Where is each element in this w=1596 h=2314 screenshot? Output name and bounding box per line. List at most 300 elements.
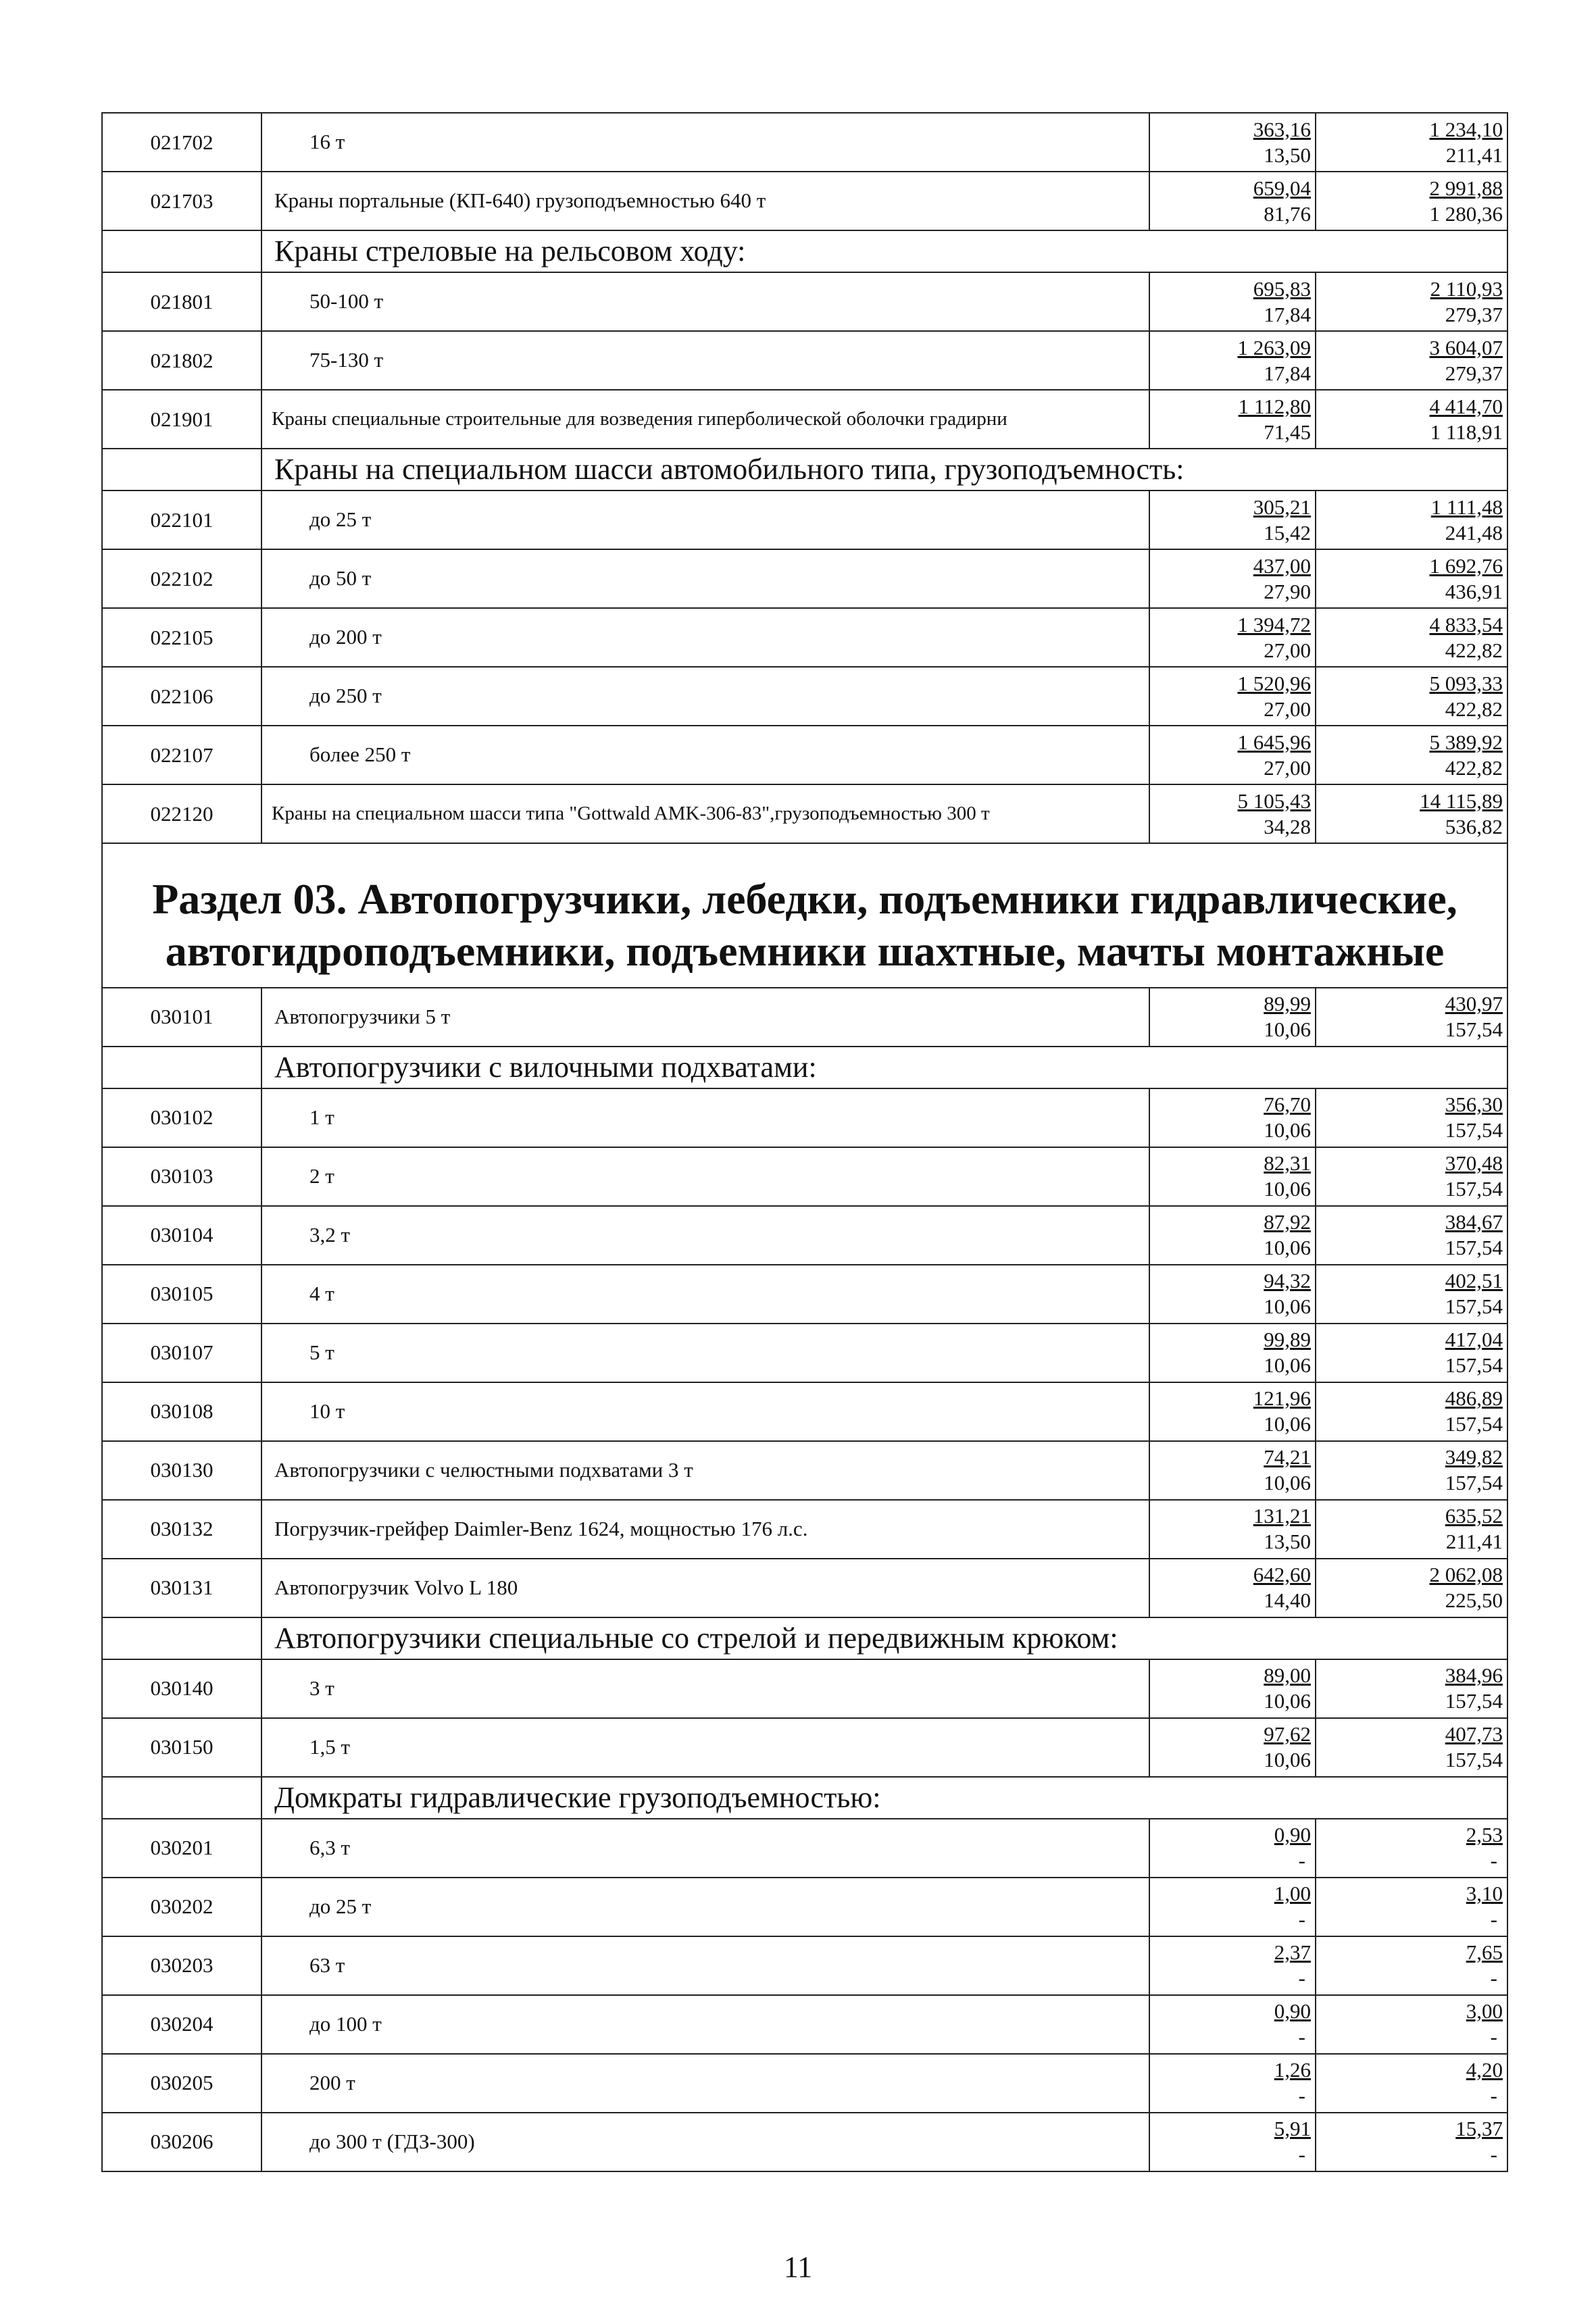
- rate-value: 94,32: [1264, 1269, 1311, 1293]
- item-code: 030206: [102, 2113, 261, 2171]
- cost-value: 2 991,88: [1429, 176, 1503, 200]
- value-pair: [1150, 176, 1315, 227]
- value-pair: [1316, 1721, 1507, 1773]
- rate-value: 363,16: [1253, 117, 1311, 141]
- item-name: 1,5 т: [261, 1718, 1149, 1777]
- rate-cell: [1149, 1819, 1316, 1878]
- value-pair: [1316, 495, 1507, 546]
- cost-cell: [1316, 726, 1507, 784]
- item-code: 030102: [102, 1088, 261, 1147]
- rate-value: 131,21: [1253, 1504, 1311, 1528]
- table-row: [102, 1441, 1507, 1500]
- cost-cell: [1316, 1718, 1507, 1777]
- cost-wage-value: -: [1490, 1848, 1497, 1873]
- cost-cell: [1316, 1995, 1507, 2054]
- group-title: Автопогрузчики с вилочными подхватами:: [261, 1047, 1507, 1088]
- item-code: 030103: [102, 1147, 261, 1206]
- cost-wage-value: 279,37: [1445, 361, 1503, 385]
- rate-cell: [1149, 1324, 1316, 1382]
- rate-wage-value: 13,50: [1264, 1530, 1311, 1554]
- value-pair: [1316, 1268, 1507, 1319]
- cost-wage-value: -: [1490, 1907, 1497, 1932]
- table-row: [102, 1500, 1507, 1559]
- value-pair: [1150, 1663, 1315, 1714]
- value-pair: [1150, 1940, 1315, 1991]
- value-pair: [1316, 2116, 1507, 2167]
- item-code: 030204: [102, 1995, 261, 2054]
- cost-value: 1 692,76: [1429, 553, 1503, 578]
- value-pair: [1316, 1881, 1507, 1932]
- cost-value: 2,53: [1466, 1823, 1503, 1847]
- group-row: [102, 1617, 1507, 1659]
- cost-wage-value: 1 280,36: [1429, 201, 1503, 226]
- rate-value: 76,70: [1264, 1092, 1311, 1117]
- value-pair: [1150, 991, 1315, 1042]
- table-row: [102, 1819, 1507, 1878]
- rate-value: 1,26: [1274, 2058, 1311, 2082]
- rate-value: 1 394,72: [1237, 612, 1311, 636]
- item-name: 50-100 т: [261, 272, 1149, 331]
- cost-wage-value: 422,82: [1445, 638, 1503, 662]
- rate-cell: [1149, 113, 1316, 172]
- cost-value: 635,52: [1445, 1504, 1503, 1528]
- rate-cell: [1149, 1441, 1316, 1500]
- rate-value: 305,21: [1253, 495, 1311, 519]
- rate-cell: [1149, 2113, 1316, 2171]
- cost-wage-value: 211,41: [1445, 143, 1503, 167]
- item-name: 1 т: [261, 1088, 1149, 1147]
- price-table: [101, 112, 1508, 2172]
- cost-value: 5 093,33: [1429, 671, 1503, 695]
- item-code: 022102: [102, 549, 261, 608]
- item-name: 6,3 т: [261, 1819, 1149, 1878]
- rate-wage-value: 27,00: [1264, 697, 1311, 721]
- value-pair: [1316, 1663, 1507, 1714]
- rate-wage-value: -: [1298, 1966, 1305, 1990]
- value-pair: [1150, 276, 1315, 328]
- cost-cell: [1316, 172, 1507, 230]
- value-pair: [1316, 671, 1507, 722]
- rate-wage-value: 10,06: [1264, 1689, 1311, 1713]
- rate-cell: [1149, 1088, 1316, 1147]
- value-pair: [1316, 117, 1507, 168]
- item-code: 030130: [102, 1441, 261, 1500]
- cost-wage-value: 157,54: [1445, 1748, 1503, 1772]
- item-code: 021702: [102, 113, 261, 172]
- rate-wage-value: 15,42: [1264, 520, 1311, 545]
- group-title: Краны стреловые на рельсовом ходу:: [261, 230, 1507, 272]
- cost-wage-value: 157,54: [1445, 1294, 1503, 1319]
- table-row: [102, 549, 1507, 608]
- table-row: [102, 2054, 1507, 2113]
- item-name: до 250 т: [261, 667, 1149, 726]
- page-number: 11: [783, 2250, 813, 2284]
- table-row: [102, 608, 1507, 667]
- value-pair: [1150, 2116, 1315, 2167]
- cost-cell: [1316, 1441, 1507, 1500]
- cost-wage-value: 157,54: [1445, 1236, 1503, 1260]
- table-row: [102, 2113, 1507, 2171]
- table-row: [102, 1878, 1507, 1936]
- section-title: Раздел 03. Автопогрузчики, лебедки, подъемники гидравлические, автогидроподъемники, подъемники шахтные, мачты монтажные: [102, 843, 1507, 988]
- rate-cell: [1149, 491, 1316, 549]
- rate-value: 0,90: [1274, 1823, 1311, 1847]
- item-code: 021802: [102, 331, 261, 390]
- item-code: 030205: [102, 2054, 261, 2113]
- cost-wage-value: 211,41: [1445, 1530, 1503, 1554]
- cost-cell: [1316, 1559, 1507, 1617]
- group-title: Краны на специальном шасси автомобильного типа, грузоподъемность:: [261, 449, 1507, 491]
- value-pair: [1150, 671, 1315, 722]
- table-row: [102, 1324, 1507, 1382]
- table-row: [102, 1206, 1507, 1265]
- value-pair: [1150, 553, 1315, 605]
- item-name: до 25 т: [261, 1878, 1149, 1936]
- rate-wage-value: -: [1298, 1848, 1305, 1873]
- cost-wage-value: 157,54: [1445, 1118, 1503, 1142]
- value-pair: [1316, 553, 1507, 605]
- item-name: Погрузчик-грейфер Daimler-Benz 1624, мощностью 176 л.с.: [261, 1500, 1149, 1559]
- rate-cell: [1149, 667, 1316, 726]
- cost-cell: [1316, 988, 1507, 1047]
- table-row: [102, 726, 1507, 784]
- rate-value: 5,91: [1274, 2117, 1311, 2141]
- cost-cell: [1316, 113, 1507, 172]
- cost-value: 417,04: [1445, 1328, 1503, 1352]
- cost-wage-value: 279,37: [1445, 302, 1503, 326]
- code-cell-empty: [102, 449, 261, 491]
- value-pair: [1316, 1940, 1507, 1991]
- cost-cell: [1316, 1088, 1507, 1147]
- cost-cell: [1316, 549, 1507, 608]
- rate-value: 89,00: [1264, 1663, 1311, 1688]
- value-pair: [1150, 1562, 1315, 1613]
- rate-wage-value: 27,90: [1264, 579, 1311, 603]
- rate-value: 87,92: [1264, 1210, 1311, 1234]
- code-cell-empty: [102, 1617, 261, 1659]
- value-pair: [1316, 991, 1507, 1042]
- value-pair: [1150, 1092, 1315, 1143]
- value-pair: [1150, 335, 1315, 386]
- rate-cell: [1149, 1265, 1316, 1324]
- rate-wage-value: 27,00: [1264, 638, 1311, 662]
- item-name: 3 т: [261, 1659, 1149, 1718]
- item-name: Автопогрузчики с челюстными подхватами 3 т: [261, 1441, 1149, 1500]
- rate-wage-value: 34,28: [1264, 814, 1311, 838]
- table-row: [102, 172, 1507, 230]
- item-code: 030108: [102, 1382, 261, 1441]
- rate-value: 437,00: [1253, 553, 1311, 578]
- rate-value: 0,90: [1274, 1999, 1311, 2023]
- item-name: до 300 т (ГДЗ-300): [261, 2113, 1149, 2171]
- cost-cell: [1316, 1265, 1507, 1324]
- cost-wage-value: -: [1490, 1966, 1497, 1990]
- value-pair: [1150, 1881, 1315, 1932]
- value-pair: [1150, 1822, 1315, 1873]
- value-pair: [1150, 1327, 1315, 1378]
- cost-value: 2 062,08: [1429, 1563, 1503, 1587]
- value-pair: [1316, 335, 1507, 386]
- rate-cell: [1149, 2054, 1316, 2113]
- value-pair: [1316, 1209, 1507, 1261]
- cost-value: 4,20: [1466, 2058, 1503, 2082]
- value-pair: [1150, 1151, 1315, 1202]
- table-row: [102, 1265, 1507, 1324]
- rate-value: 1 263,09: [1237, 335, 1311, 359]
- group-row: [102, 230, 1507, 272]
- cost-wage-value: 422,82: [1445, 697, 1503, 721]
- item-code: 030132: [102, 1500, 261, 1559]
- rate-value: 5 105,43: [1237, 788, 1311, 813]
- rate-wage-value: 81,76: [1264, 201, 1311, 226]
- table-row: [102, 1147, 1507, 1206]
- rate-wage-value: 10,06: [1264, 1017, 1311, 1042]
- rate-wage-value: 17,84: [1264, 302, 1311, 326]
- table-row: [102, 491, 1507, 549]
- rate-wage-value: 10,06: [1264, 1294, 1311, 1319]
- cost-value: 486,89: [1445, 1386, 1503, 1411]
- item-code: 022107: [102, 726, 261, 784]
- cost-value: 14 115,89: [1420, 788, 1503, 813]
- cost-value: 4 833,54: [1429, 612, 1503, 636]
- item-name: 16 т: [261, 113, 1149, 172]
- item-code: 030105: [102, 1265, 261, 1324]
- item-code: 030104: [102, 1206, 261, 1265]
- cost-cell: [1316, 1382, 1507, 1441]
- rate-cell: [1149, 1659, 1316, 1718]
- value-pair: [1150, 1721, 1315, 1773]
- item-name: 63 т: [261, 1936, 1149, 1995]
- cost-cell: [1316, 2054, 1507, 2113]
- rate-wage-value: 10,06: [1264, 1412, 1311, 1436]
- value-pair: [1316, 2057, 1507, 2109]
- value-pair: [1316, 1503, 1507, 1555]
- table-row: [102, 988, 1507, 1047]
- cost-value: 5 389,92: [1429, 730, 1503, 754]
- value-pair: [1150, 1209, 1315, 1261]
- code-cell-empty: [102, 230, 261, 272]
- cost-wage-value: 157,54: [1445, 1177, 1503, 1201]
- cost-value: 356,30: [1445, 1092, 1503, 1117]
- cost-cell: [1316, 1936, 1507, 1995]
- rate-cell: [1149, 1382, 1316, 1441]
- rate-cell: [1149, 608, 1316, 667]
- rate-wage-value: -: [1298, 2084, 1305, 2108]
- rate-wage-value: 17,84: [1264, 361, 1311, 385]
- item-name: Автопогрузчики 5 т: [261, 988, 1149, 1047]
- rate-wage-value: 27,00: [1264, 755, 1311, 780]
- cost-value: 1 234,10: [1429, 117, 1503, 141]
- table-row: [102, 667, 1507, 726]
- table-body-top: [102, 113, 1507, 843]
- item-code: 021703: [102, 172, 261, 230]
- value-pair: [1150, 612, 1315, 663]
- rate-wage-value: -: [1298, 1907, 1305, 1932]
- cost-value: 384,67: [1445, 1210, 1503, 1234]
- cost-wage-value: 157,54: [1445, 1017, 1503, 1042]
- rate-cell: [1149, 172, 1316, 230]
- value-pair: [1316, 730, 1507, 781]
- cost-value: 3 604,07: [1429, 335, 1503, 359]
- table-row: [102, 331, 1507, 390]
- rate-cell: [1149, 331, 1316, 390]
- rate-wage-value: 14,40: [1264, 1588, 1311, 1613]
- cost-wage-value: 436,91: [1445, 579, 1503, 603]
- group-row: [102, 1047, 1507, 1088]
- value-pair: [1316, 612, 1507, 663]
- group-row: [102, 1777, 1507, 1819]
- value-pair: [1316, 394, 1507, 445]
- cost-value: 15,37: [1455, 2117, 1503, 2141]
- table-row: [102, 1559, 1507, 1617]
- cost-value: 7,65: [1466, 1940, 1503, 1965]
- rate-value: 642,60: [1253, 1563, 1311, 1587]
- cost-wage-value: -: [1490, 2084, 1497, 2108]
- cost-cell: [1316, 1206, 1507, 1265]
- item-name: Краны специальные строительные для возведения гиперболической оболочки градирни: [261, 390, 1149, 449]
- cost-value: 4 414,70: [1429, 394, 1503, 418]
- rate-value: 695,83: [1253, 276, 1311, 301]
- item-name: до 25 т: [261, 491, 1149, 549]
- table-row: [102, 1718, 1507, 1777]
- cost-cell: [1316, 491, 1507, 549]
- cost-value: 370,48: [1445, 1151, 1503, 1176]
- item-name: 2 т: [261, 1147, 1149, 1206]
- item-name: 75-130 т: [261, 331, 1149, 390]
- item-name: до 100 т: [261, 1995, 1149, 2054]
- rate-cell: [1149, 1206, 1316, 1265]
- cost-wage-value: -: [1490, 2142, 1497, 2167]
- table-row: [102, 113, 1507, 172]
- value-pair: [1316, 1327, 1507, 1378]
- rate-wage-value: -: [1298, 2142, 1305, 2167]
- table-row: [102, 390, 1507, 449]
- cost-value: 384,96: [1445, 1663, 1503, 1688]
- item-name: Краны на специальном шасси типа "Gottwald AMK-306-83",грузоподъемностью 300 т: [261, 784, 1149, 843]
- item-code: 021801: [102, 272, 261, 331]
- rate-wage-value: 10,06: [1264, 1748, 1311, 1772]
- value-pair: [1150, 495, 1315, 546]
- rate-cell: [1149, 549, 1316, 608]
- rate-cell: [1149, 726, 1316, 784]
- cost-value: 1 111,48: [1430, 495, 1503, 519]
- cost-value: 349,82: [1445, 1445, 1503, 1469]
- group-title: Домкраты гидравлические грузоподъемностью:: [261, 1777, 1507, 1819]
- item-code: 022120: [102, 784, 261, 843]
- item-code: 030101: [102, 988, 261, 1047]
- rate-wage-value: 71,45: [1264, 420, 1311, 444]
- rate-wage-value: 10,06: [1264, 1353, 1311, 1378]
- rate-value: 1 112,80: [1238, 394, 1311, 418]
- cost-cell: [1316, 2113, 1507, 2171]
- value-pair: [1150, 730, 1315, 781]
- rate-value: 97,62: [1264, 1722, 1311, 1746]
- rate-value: 89,99: [1264, 992, 1311, 1016]
- rate-cell: [1149, 988, 1316, 1047]
- cost-wage-value: 157,54: [1445, 1412, 1503, 1436]
- cost-wage-value: 1 118,91: [1430, 420, 1503, 444]
- rate-wage-value: 10,06: [1264, 1236, 1311, 1260]
- value-pair: [1150, 2057, 1315, 2109]
- item-code: 030201: [102, 1819, 261, 1878]
- item-code: 030131: [102, 1559, 261, 1617]
- item-code: 022106: [102, 667, 261, 726]
- value-pair: [1150, 788, 1315, 840]
- cost-value: 2 110,93: [1430, 276, 1503, 301]
- cost-cell: [1316, 608, 1507, 667]
- rate-value: 121,96: [1253, 1386, 1311, 1411]
- rate-cell: [1149, 272, 1316, 331]
- table-body-bottom: [102, 988, 1507, 2171]
- rate-value: 82,31: [1264, 1151, 1311, 1176]
- cost-wage-value: 157,54: [1445, 1353, 1503, 1378]
- group-row: [102, 449, 1507, 491]
- rate-cell: [1149, 784, 1316, 843]
- cost-cell: [1316, 1659, 1507, 1718]
- value-pair: [1150, 1998, 1315, 2050]
- rate-cell: [1149, 390, 1316, 449]
- rate-wage-value: 10,06: [1264, 1177, 1311, 1201]
- cost-value: 3,10: [1466, 1882, 1503, 1906]
- cost-cell: [1316, 272, 1507, 331]
- cost-cell: [1316, 1819, 1507, 1878]
- cost-value: 3,00: [1466, 1999, 1503, 2023]
- cost-wage-value: -: [1490, 2025, 1497, 2049]
- rate-cell: [1149, 1878, 1316, 1936]
- cost-cell: [1316, 1324, 1507, 1382]
- value-pair: [1150, 1268, 1315, 1319]
- value-pair: [1316, 1998, 1507, 2050]
- cost-wage-value: 241,48: [1445, 520, 1503, 545]
- value-pair: [1150, 1386, 1315, 1437]
- rate-cell: [1149, 1500, 1316, 1559]
- value-pair: [1316, 1092, 1507, 1143]
- group-title: Автопогрузчики специальные со стрелой и передвижным крюком:: [261, 1617, 1507, 1659]
- rate-value: 1 520,96: [1237, 671, 1311, 695]
- item-name: 4 т: [261, 1265, 1149, 1324]
- item-code: 021901: [102, 390, 261, 449]
- item-name: 5 т: [261, 1324, 1149, 1382]
- value-pair: [1316, 1151, 1507, 1202]
- table-row: [102, 1995, 1507, 2054]
- item-code: 030140: [102, 1659, 261, 1718]
- item-name: до 50 т: [261, 549, 1149, 608]
- item-name: до 200 т: [261, 608, 1149, 667]
- item-code: 030150: [102, 1718, 261, 1777]
- table-row: [102, 1659, 1507, 1718]
- item-code: 030203: [102, 1936, 261, 1995]
- value-pair: [1316, 1444, 1507, 1496]
- item-name: 10 т: [261, 1382, 1149, 1441]
- cost-cell: [1316, 1147, 1507, 1206]
- value-pair: [1316, 788, 1507, 840]
- price-table-page: [101, 112, 1507, 2172]
- rate-value: 1 645,96: [1237, 730, 1311, 754]
- rate-wage-value: 10,06: [1264, 1471, 1311, 1495]
- rate-value: 2,37: [1274, 1940, 1311, 1965]
- value-pair: [1316, 276, 1507, 328]
- value-pair: [1316, 1562, 1507, 1613]
- item-code: 030107: [102, 1324, 261, 1382]
- rate-wage-value: 13,50: [1264, 143, 1311, 167]
- rate-cell: [1149, 1936, 1316, 1995]
- cost-wage-value: 422,82: [1445, 755, 1503, 780]
- item-name: более 250 т: [261, 726, 1149, 784]
- cost-cell: [1316, 784, 1507, 843]
- value-pair: [1316, 176, 1507, 227]
- code-cell-empty: [102, 1777, 261, 1819]
- rate-cell: [1149, 1995, 1316, 2054]
